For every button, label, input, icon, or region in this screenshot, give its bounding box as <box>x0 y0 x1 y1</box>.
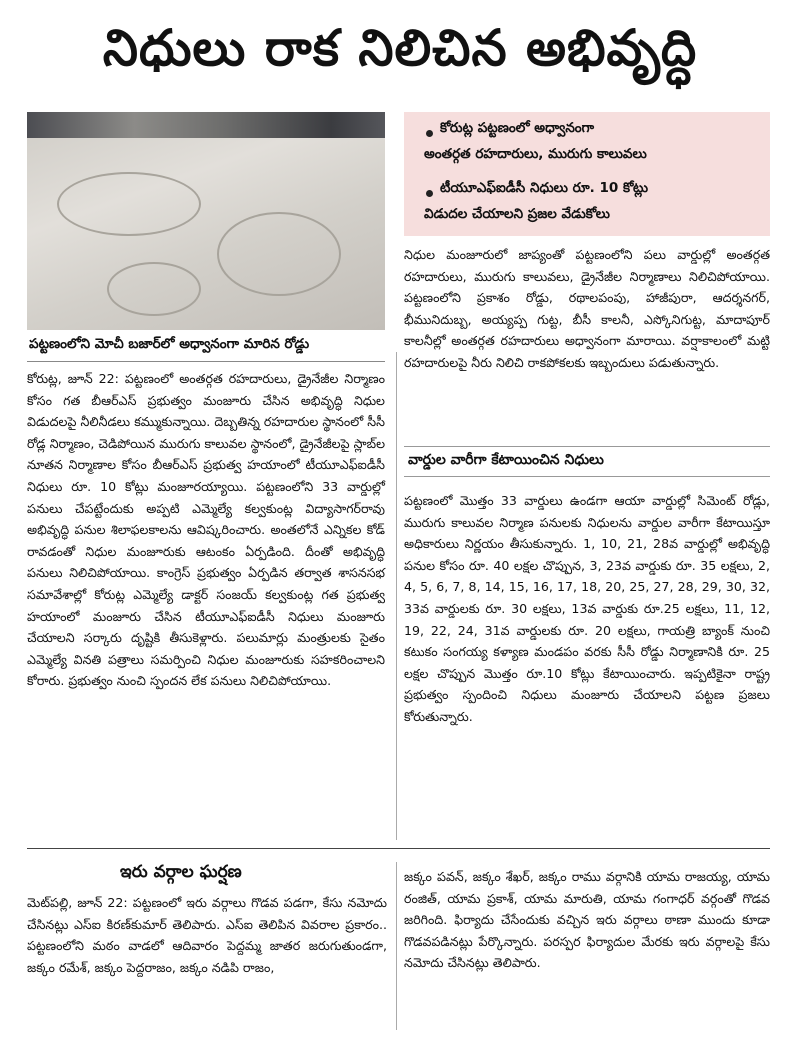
photo-caption: పట్టణంలోని మోచీ బజార్‌లో అధ్వానంగా మారిన రోడ్డు <box>27 330 385 362</box>
highlight-1-line1: కోరుట్ల పట్టణంలో అధ్వానంగా <box>440 120 595 136</box>
section-divider <box>27 848 770 849</box>
road-crack <box>217 212 341 296</box>
bullet-icon <box>426 130 433 137</box>
road-crack <box>107 262 201 316</box>
bullet-icon <box>426 190 433 197</box>
photo-background-vehicles <box>27 112 385 138</box>
column-divider <box>396 352 397 840</box>
divider <box>404 446 770 447</box>
bottom-left-article: మెట్‌పల్లి, జూన్ 22: పట్టణంలో ఇరు వర్గాలు గొడవ పడగా, కేసు నమోదు చేసినట్లు ఎస్ఐ కిరణ్‌కుమార్ తెలిపారు. ఎస్ఐ తెలిపిన వివరాల ప్రకారం.. పట్టణంలోని మఠం వాడలో ఆదివారం పెద్దమ్మ జాతర జరుగుతుండగా, జక్కం రమేశ్, జక్కం పెద్దరాజం, జక్కం నడిపి రాజం, <box>27 895 387 975</box>
highlight-2-line1: టీయూఎఫ్ఐడీసీ నిధులు రూ. 10 కోట్లు <box>440 180 649 196</box>
right-intro: నిధుల మంజూరులో జాప్యంతో పట్టణంలోని పలు వార్డుల్లో అంతర్గత రహదారులు, మురుగు కాలువలు, డ్రైనేజీల నిర్మాణాలు నిలిచిపోయాయి. పట్టణంలోని ప్రకాశం రోడ్డు, రథాలపంపు, హాజీపురా, ఆదర్శనగర్, భీమునిదుబ్బ, అయ్యప్ప గుట్ట, బీసీ కాలనీ, ఎస్కోనిగుట్ట, మాదాపూర్ కాలనీల్లో అంతర్గత రహదారులు అధ్వానంగా మారాయి. వర్షాకాలంలో మట్టి రహదారులపై నీరు నిలిచి రాకపోకలకు ఇబ్బందులు పడుతున్నారు. <box>404 247 770 370</box>
highlight-1-line2: అంతర్గత రహదారులు, మురుగు కాలువలు <box>424 146 647 162</box>
column-divider <box>396 862 397 1030</box>
road-crack <box>57 172 201 236</box>
right-article: పట్టణంలో మొత్తం 33 వార్డులు ఉండగా ఆయా వార్డుల్లో సిమెంట్ రోడ్లు, మురుగు కాలువల నిర్మాణ పనులకు నిధులను వార్డుల వారీగా కేటాయిస్తూ అధికారులు నిర్ణయం తీసుకున్నారు. 1, 10, 21, 28వ వార్డుల్లో అభివృద్ధి పనుల కోసం రూ. 40 లక్షల చొప్పున, 3, 23వ వార్డుకు రూ. 35 లక్షలు, 2, 4, 5, 6, 7, 8, 14, 15, 16, 17, 18, 20, 25, 27, 28, 29, 30, 32, 33వ వార్డులకు రూ. 30 లక్షలు, 13వ వార్డుకు రూ.25 లక్షలు, 11, 12, 19, 22, 24, 31వ వార్డులకు రూ. 20 లక్షలు, గాయత్రి బ్యాంక్ నుంచి కటుకం సంగయ్య కళ్యాణ మండపం వరకు సీసీ రోడ్డు నిర్మాణానికి రూ. 25 లక్షల చొప్పున మొత్తం రూ.10 కోట్లు కేటాయించారు. ఇప్పటికైనా రాష్ట్ర ప్రభుత్వం స్పందించి నిధులు మంజూరు చేయాలని పట్టణ ప్రజలు కోరుతున్నారు. <box>404 493 770 724</box>
bottom-headline: ఇరు వర్గాల ఘర్షణ <box>120 862 242 882</box>
road-photo <box>27 112 385 330</box>
divider <box>404 476 770 477</box>
right-subhead: వార్డుల వారీగా కేటాయించిన నిధులు <box>408 452 604 468</box>
highlight-2-line2: విడుదల చేయాలని ప్రజల వేడుకోలు <box>424 206 610 222</box>
left-article: కోరుట్ల, జూన్ 22: పట్టణంలో అంతర్గత రహదారులు, డ్రైనేజీల నిర్మాణం కోసం గత బీఆర్ఎస్ ప్రభుత్వం మంజూరు చేసిన అభివృద్ధి నిధుల విడుదలపై నీలినీడలు కమ్ముకున్నాయి. దెబ్బతిన్న రహదారుల స్థానంలో సీసీ రోడ్ల నిర్మాణం, చెడిపోయిన మురుగు కాలువల స్థానంలో, డ్రైనేజీలపై స్లాబ్‌ల నూతన నిర్మాణాల కోసం బీఆర్ఎస్ ప్రభుత్వ హయాంలో టీయూఎఫ్ఐడీసీ నిధులు రూ. 10 కోట్లు మంజూరయ్యాయి. పట్టణంలోని 33 వార్డుల్లో పనులు చేపట్టేందుకు అప్పటి ఎమ్మెల్యే కల్వకుంట్ల విద్యాసాగర్‌రావు అభివృద్ధి పనుల శిలాఫలకాలను ఆవిష్కరించారు. అంతలోనే ఎన్నికల కోడ్ రావడంతో నిధుల మంజూరుకు ఆటంకం ఏర్పడింది. దీంతో అభివృద్ధి పనులు నిలిచిపోయాయి. కాంగ్రెస్ ప్రభుత్వం ఏర్పడిన తర్వాత శాసనసభ సమావేశాల్లో కోరుట్ల ఎమ్మెల్యే డాక్టర్ సంజయ్ కల్వకుంట్ల గత ప్రభుత్వ హయాంలో మంజూరు చేసిన టీయూఎఫ్ఐడీసీ నిధులు మంజూరు చేయాలని సర్కారు దృష్టికి తీసుకెళ్లారు. పలుమార్లు మంత్రులకు సైతం ఎమ్మెల్యే వినతి పత్రాలు సమర్పించి నిధుల మంజూరుకు సహకరించాలని కోరారు. ప్రభుత్వం నుంచి స్పందన లేక పనులు నిలిచిపోయాయి. <box>27 371 385 689</box>
headline: నిధులు రాక నిలిచిన అభివృద్ధి <box>102 19 698 77</box>
bottom-right-article: జక్కం పవన్, జక్కం శేఖర్, జక్కం రాము వర్గానికి యామ రాజయ్య, యామ రంజిత్, యామ ప్రకాశ్, యామ మారుతి, యామ గంగాధర్ వర్గంతో గొడవ జరిగింది. ఫిర్యాదు చేసేందుకు వచ్చిన ఇరు వర్గాలు ఠాణా ముందు కూడా గొడవపడినట్లు పేర్కొన్నారు. పరస్పర ఫిర్యాదుల మేరకు ఇరు వర్గాలపై కేసు నమోదు చేసినట్లు తెలిపారు. <box>404 869 770 971</box>
